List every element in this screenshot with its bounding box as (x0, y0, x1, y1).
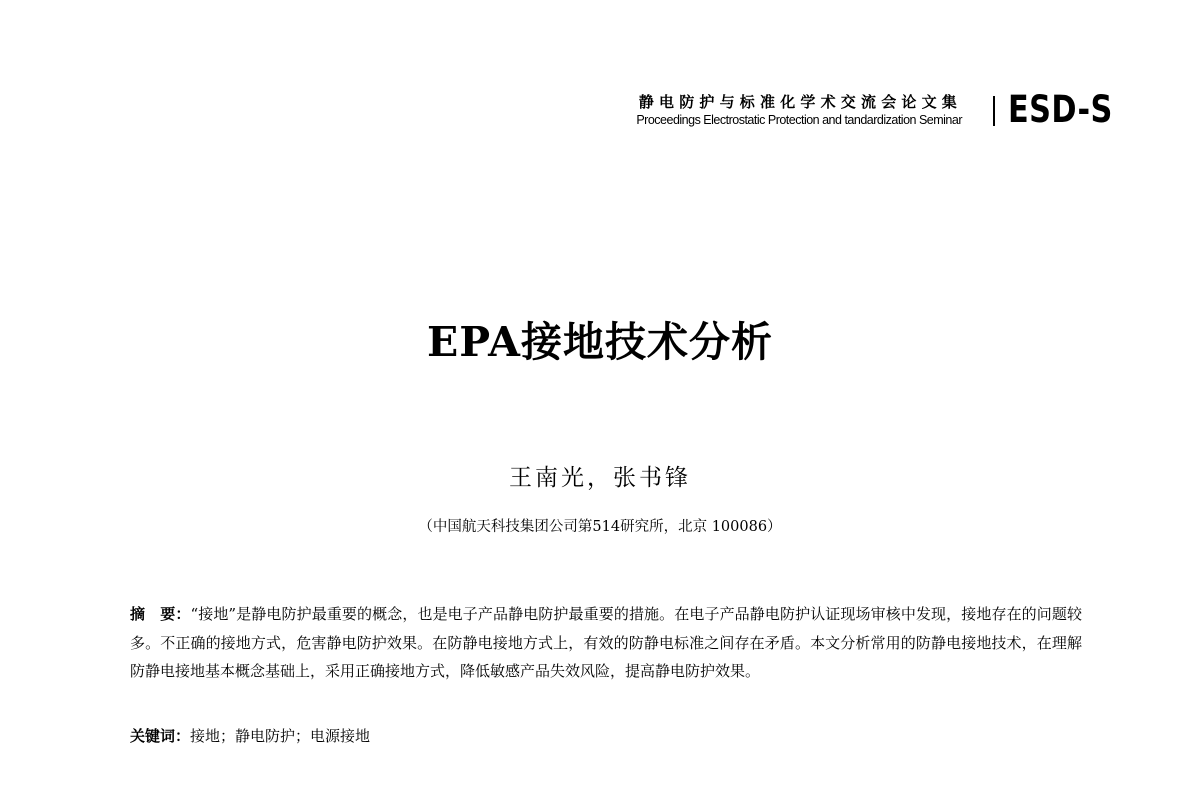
esd-s-logo: ESD-S (1008, 88, 1113, 131)
paper-title: EPA接地技术分析 (427, 318, 773, 366)
keywords-line (130, 722, 1082, 750)
keywords-label: 关键词： (130, 727, 191, 745)
proceedings-title-chinese: 静电防护与标准化学术交流会论文集 (638, 93, 962, 111)
abstract-paragraph (130, 600, 1082, 686)
running-header (560, 88, 1180, 136)
paper-authors: 王南光，张书锋 (509, 465, 691, 491)
proceedings-title-english: Proceedings Electrostatic Protection and tandardization Seminar (636, 113, 962, 127)
author-affiliation: （中国航天科技集团公司第514研究所，北京 100086） (418, 519, 782, 535)
keywords-body: 接地；静电防护；电源接地 (190, 727, 371, 745)
header-divider (993, 96, 995, 126)
header-text-block (636, 92, 962, 128)
abstract-label: 摘 要： (130, 605, 191, 623)
abstract-body: “接地”是静电防护最重要的概念，也是电子产品静电防护最重要的措施。在电子产品静电防护认证现场审核中发现，接地存在的问题较多。不正确的接地方式，危害静电防护效果。在防静电接地方式上，有效的防静电标准之间存在矛盾。本文分析常用的防静电接地技术，在理解防静电接地基本概念基础上，采用正确接地方式，降低敏感产品失效风险，提高静电防护效果。 (130, 605, 1082, 680)
